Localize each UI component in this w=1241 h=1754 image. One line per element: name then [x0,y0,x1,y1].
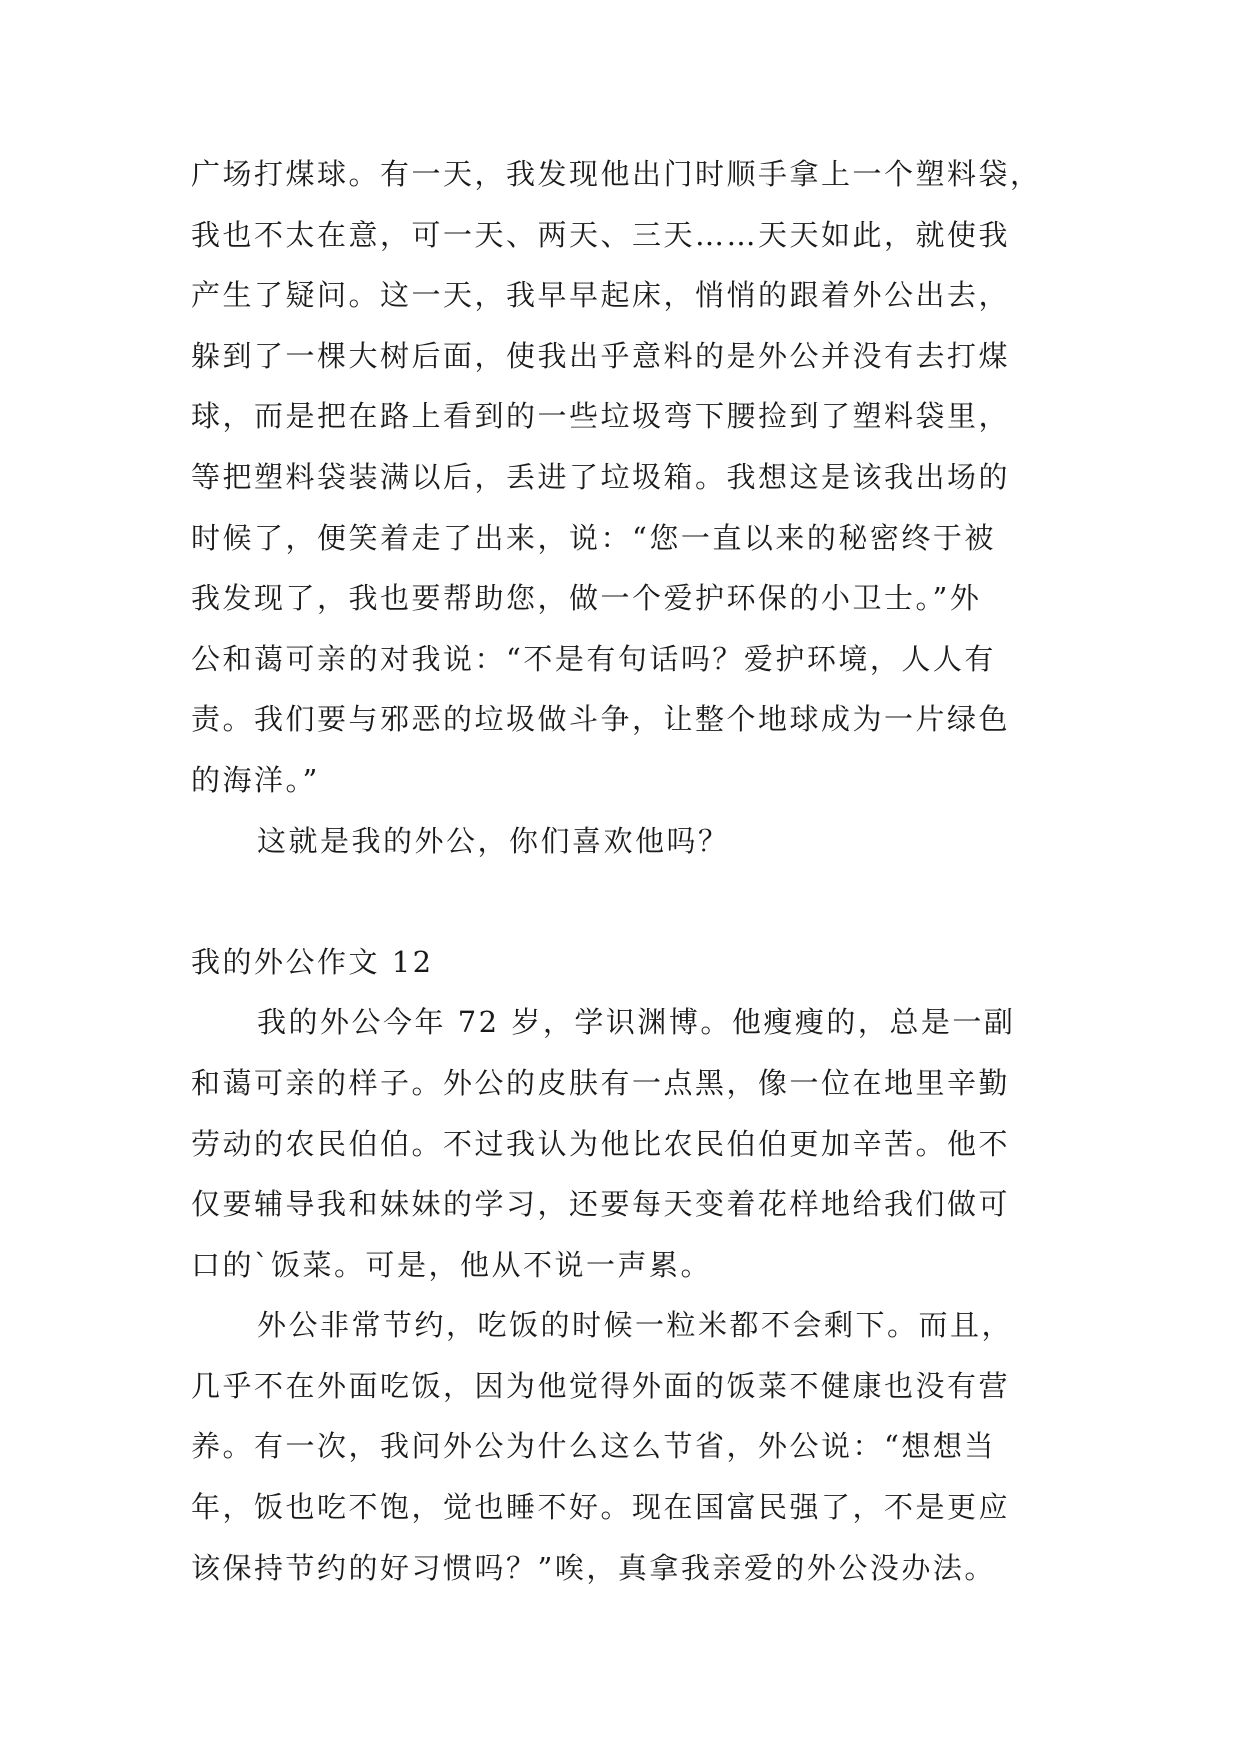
text-line: 的海洋。” [191,762,320,797]
text-line: 公和蔼可亲的对我说：“不是有句话吗？爱护环境，人人有 [191,641,996,676]
text-line: 广场打煤球。有一天，我发现他出门时顺手拿上一个塑料袋， [191,157,1042,191]
paragraph-1 [191,992,1071,1295]
text-line: 口的`饭菜。可是，他从不说一声累。 [191,1247,713,1282]
text-line: 我也不太在意，可一天、两天、三天……天天如此，就使我 [191,217,1011,252]
text-line: 养。有一次，我问外公为什么这么节省，外公说：“想想当 [191,1429,996,1464]
text-line: 等把塑料袋装满以后，丢进了垃圾箱。我想这是该我出场的 [191,459,1011,494]
paragraph-2 [191,1295,1071,1598]
document-body [191,144,1071,1598]
paragraph-continued [191,144,1071,811]
text-line: 我发现了，我也要帮助您，做一个爱护环保的小卫士。”外 [191,581,982,616]
closing-sentence: 这就是我的外公，你们喜欢他吗？ [257,823,730,858]
text-line: 球，而是把在路上看到的一些垃圾弯下腰捡到了塑料袋里， [191,399,1011,434]
text-line: 我的外公今年 72 岁，学识渊博。他瘦瘦的，总是一副 [257,1005,1016,1040]
text-line: 时候了，便笑着走了出来，说：“您一直以来的秘密终于被 [191,520,996,555]
text-line: 躲到了一棵大树后面，使我出乎意料的是外公并没有去打煤 [191,338,1011,373]
text-line: 该保持节约的好习惯吗？”唉，真拿我亲爱的外公没办法。 [191,1550,996,1585]
text-line: 仅要辅导我和妹妹的学习，还要每天变着花样地给我们做可 [191,1187,1011,1222]
text-line: 劳动的农民伯伯。不过我认为他比农民伯伯更加辛苦。他不 [191,1126,1011,1161]
text-line: 几乎不在外面吃饭，因为他觉得外面的饭菜不健康也没有营 [191,1368,1011,1403]
text-line: 责。我们要与邪恶的垃圾做斗争，让整个地球成为一片绿色 [191,702,1011,737]
text-line: 和蔼可亲的样子。外公的皮肤有一点黑，像一位在地里辛勤 [191,1065,1011,1100]
text-line: 年，饭也吃不饱，觉也睡不好。现在国富民强了，不是更应 [191,1490,1011,1525]
section-spacer [191,871,1071,932]
text-line: 外公非常节约，吃饭的时候一粒米都不会剩下。而且， [257,1308,1014,1343]
text-line: 产生了疑问。这一天，我早早起床，悄悄的跟着外公出去， [191,278,1011,313]
section-heading: 我的外公作文 12 [191,944,434,979]
